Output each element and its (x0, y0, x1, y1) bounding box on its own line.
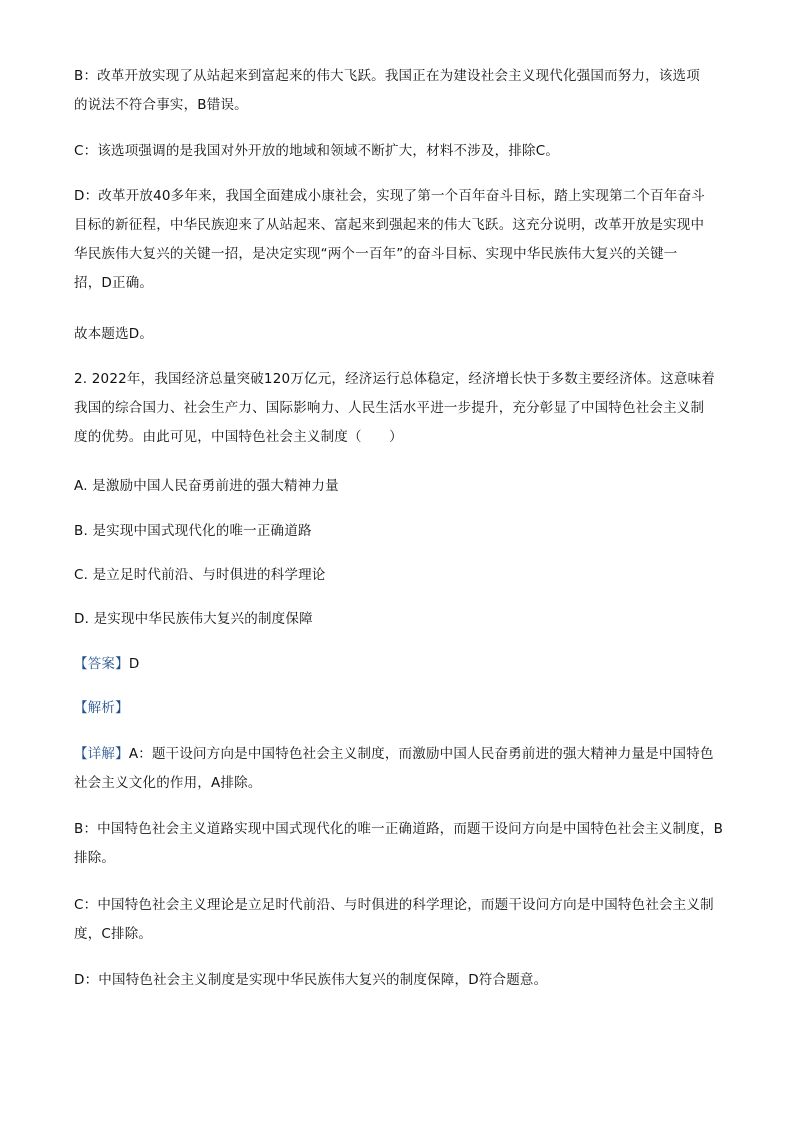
choice-a (74, 472, 724, 501)
analysis-option-d (74, 182, 724, 298)
conclusion (74, 320, 724, 349)
text-line: C：中国特色社会主义理论是立足时代前沿、与时俱进的科学理论，而题干设问方向是中国特色社会主义制 (74, 897, 714, 913)
text-line: B. 是实现中国式现代化的唯一正确道路 (74, 523, 312, 539)
question-2 (74, 365, 724, 452)
text-line: A. 是激励中国人民奋勇前进的强大精神力量 (74, 478, 339, 494)
text-line: B：改革开放实现了从站起来到富起来的伟大飞跃。我国正在为建设社会主义现代化强国而努力，该选项 (74, 68, 700, 84)
detail-option-d (74, 966, 724, 995)
answer-label: 【答案】 (74, 656, 129, 672)
text-line: 故本题选D。 (74, 326, 154, 342)
text-line: 社会主义文化的作用，A排除。 (74, 775, 262, 791)
detail-option-b (74, 815, 724, 873)
text-line: 我国的综合国力、社会生产力、国际影响力、人民生活水平进一步提升，充分彰显了中国特色社会主义制 (74, 400, 705, 416)
analysis-option-b (74, 62, 724, 120)
detail-option-a (74, 740, 724, 798)
detail-label: 【详解】 (74, 746, 129, 762)
analysis-heading (74, 694, 724, 723)
text-line: 排除。 (74, 850, 116, 866)
choice-b (74, 517, 724, 546)
text-line: B：中国特色社会主义道路实现中国式现代化的唯一正确道路，而题干设问方向是中国特色社会主义制度，B (74, 821, 724, 837)
text-line: C：该选项强调的是我国对外开放的地域和领域不断扩大，材料不涉及，排除C。 (74, 143, 560, 159)
analysis-option-c (74, 137, 724, 166)
text-line: 目标的新征程，中华民族迎来了从站起来、富起来到强起来的伟大飞跃。这充分说明，改革开放是实现中 (74, 217, 705, 233)
text-line: 的说法不符合事实，B错误。 (74, 97, 248, 113)
text-line: D：中国特色社会主义制度是实现中华民族伟大复兴的制度保障，D符合题意。 (74, 972, 548, 988)
text-line: 招，D正确。 (74, 275, 154, 291)
answer-line (74, 650, 724, 679)
answer-value: D (128, 656, 140, 672)
analysis-label: 【解析】 (74, 700, 129, 716)
choice-c (74, 561, 724, 590)
text-line: 度，C排除。 (74, 926, 153, 942)
text-line: D：改革开放40多年来，我国全面建成小康社会，实现了第一个百年奋斗目标，踏上实现第二个百年奋斗 (74, 188, 705, 204)
text-line: 2. 2022年，我国经济总量突破120万亿元，经济运行总体稳定，经济增长快于多数主要经济体。这意味着 (74, 371, 715, 387)
text-line (74, 650, 724, 679)
detail-option-c (74, 891, 724, 949)
detail-text: A：题干设问方向是中国特色社会主义制度，而激励中国人民奋勇前进的强大精神力量是中国特色 (128, 746, 714, 762)
text-line: 度的优势。由此可见，中国特色社会主义制度（ ） (74, 429, 403, 445)
text-line: 华民族伟大复兴的关键一招，是决定实现“两个一百年”的奋斗目标、实现中华民族伟大复兴的关键一 (74, 246, 678, 262)
text-line (74, 740, 724, 769)
text-line: C. 是立足时代前沿、与时俱进的科学理论 (74, 567, 326, 583)
text-line: D. 是实现中华民族伟大复兴的制度保障 (74, 611, 313, 627)
choice-d (74, 605, 724, 634)
